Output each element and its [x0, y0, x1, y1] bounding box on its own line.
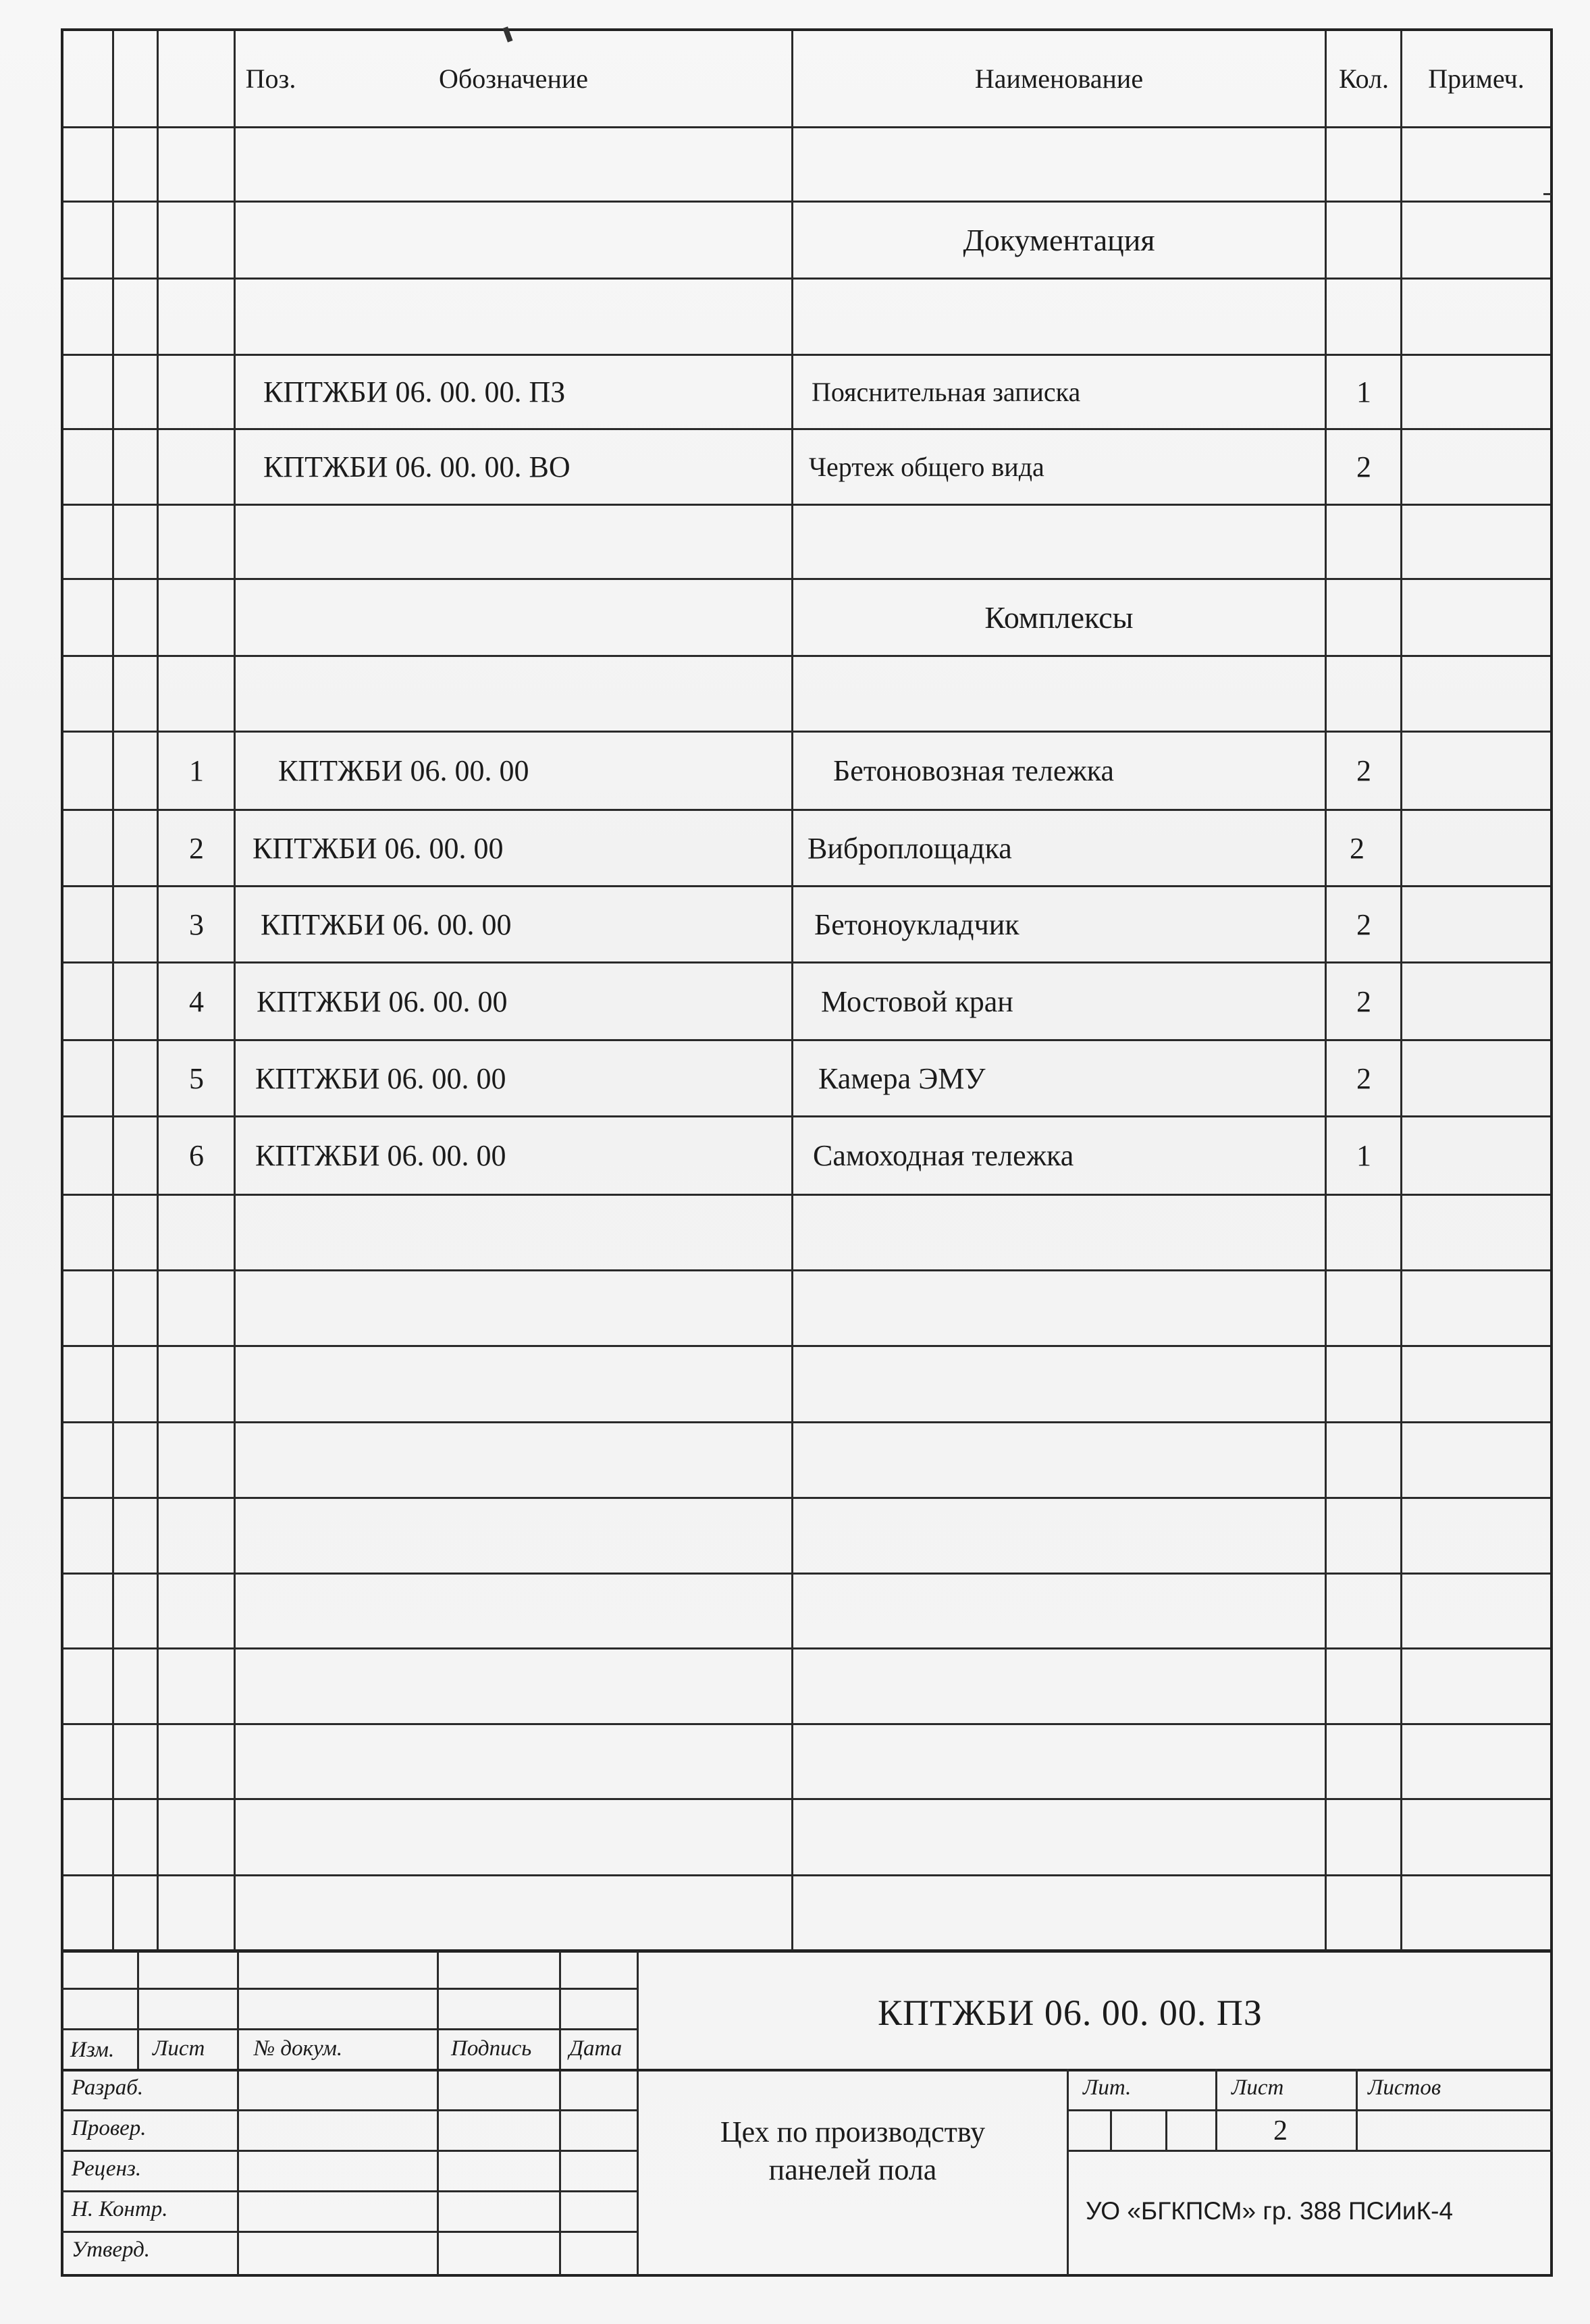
table-row: [63, 1649, 1550, 1725]
role-norm-control: Н. Контр.: [72, 2197, 168, 2221]
document-1-qty: 1: [1356, 375, 1371, 408]
label-izm: Изм.: [70, 2038, 115, 2062]
tb-hline-role-3: [61, 2190, 638, 2192]
document-title-line-2: панелей пола: [768, 2153, 937, 2186]
complex-4-name: Мостовой кран: [821, 984, 1013, 1018]
tb-hline-role-1: [61, 2109, 638, 2111]
tb-vline-title-right: [1067, 2069, 1069, 2275]
header-note: Примеч.: [1428, 63, 1525, 94]
complex-3-pos: 3: [189, 907, 204, 941]
complex-2-name: Виброплощадка: [807, 831, 1012, 865]
complex-1-name: Бетоновозная тележка: [833, 754, 1115, 787]
complex-2-pos: 2: [189, 831, 204, 865]
section-row-complexes: [63, 580, 1550, 657]
table-header-row: [63, 31, 1550, 128]
document-2-designation: КПТЖБИ 06. 00. 00. ВО: [263, 450, 571, 483]
title-block-top-border: [61, 1950, 1553, 1953]
complex-3-qty: 2: [1356, 907, 1371, 941]
scan-mark: [1543, 193, 1552, 195]
table-row: [63, 1876, 1550, 1951]
table-row: [63, 1347, 1550, 1423]
complex-2-qty: 2: [1350, 831, 1364, 865]
table-row: [63, 1725, 1550, 1800]
tb-hline-2: [61, 2028, 638, 2030]
table-row: [63, 128, 1550, 203]
header-name: Наименование: [974, 63, 1144, 94]
organization: УО «БГКПСМ» гр. 388 ПСИиК-4: [1086, 2197, 1454, 2225]
document-code: КПТЖБИ 06. 00. 00. ПЗ: [878, 1992, 1263, 2033]
tb-hline-role-2: [61, 2150, 638, 2152]
tb-vline-signature: [559, 1951, 561, 2275]
table-row: [63, 1196, 1550, 1271]
table-row-complex-3: [63, 887, 1550, 963]
complex-3-designation: КПТЖБИ 06. 00. 00: [261, 907, 512, 941]
label-signature: Подпись: [451, 2036, 532, 2061]
table-row: [63, 506, 1550, 580]
document-1-designation: КПТЖБИ 06. 00. 00. ПЗ: [263, 375, 566, 408]
table-row: [63, 1423, 1550, 1499]
complex-1-pos: 1: [189, 754, 204, 787]
table-row-complex-6: [63, 1117, 1550, 1196]
section-title-complexes: Комплексы: [984, 600, 1134, 635]
complex-6-designation: КПТЖБИ 06. 00. 00: [255, 1139, 506, 1172]
complex-5-pos: 5: [189, 1061, 204, 1095]
tb-hline-role-4: [61, 2231, 638, 2233]
tb-vline-docno: [437, 1951, 439, 2275]
tb-hline-lit-bottom: [1067, 2150, 1553, 2152]
role-reviewer: Реценз.: [72, 2157, 142, 2181]
table-row: [63, 280, 1550, 356]
complex-6-pos: 6: [189, 1139, 204, 1172]
role-developer: Разраб.: [72, 2076, 144, 2100]
tb-vline-izm: [137, 1951, 139, 2070]
tb-vline-lit-1: [1110, 2109, 1112, 2150]
document-1-name: Пояснительная записка: [812, 377, 1081, 407]
table-row: [63, 1499, 1550, 1575]
role-approver: Утверд.: [72, 2238, 151, 2262]
role-checker: Провер.: [72, 2116, 147, 2140]
complex-5-name: Камера ЭМУ: [818, 1061, 986, 1095]
label-lit: Лит.: [1083, 2076, 1132, 2100]
tb-hline-lit: [1067, 2109, 1553, 2111]
document-2-name: Чертеж общего вида: [809, 452, 1044, 482]
tb-hline-header: [61, 2069, 1553, 2071]
table-row-document-2: [63, 430, 1550, 506]
header-designation: Обозначение: [438, 63, 589, 94]
complex-4-pos: 4: [189, 984, 204, 1018]
table-row: [63, 1271, 1550, 1347]
section-row-documentation: [63, 203, 1550, 280]
header-pos: Поз.: [245, 63, 296, 94]
document-2-qty: 2: [1356, 450, 1371, 483]
table-row: [63, 657, 1550, 733]
table-row-document-1: [63, 356, 1550, 430]
table-row-complex-2: [63, 811, 1550, 887]
table-row-complex-1: [63, 733, 1550, 811]
section-title-documentation: Документация: [963, 223, 1155, 257]
header-qty: Кол.: [1338, 63, 1389, 94]
document-title: [639, 2113, 1067, 2189]
label-sheet: Лист: [1231, 2076, 1284, 2100]
complex-6-qty: 1: [1356, 1139, 1371, 1172]
tb-vline-lit-2: [1165, 2109, 1167, 2150]
table-row: [63, 1800, 1550, 1876]
label-sheets: Листов: [1368, 2076, 1441, 2100]
complex-5-designation: КПТЖБИ 06. 00. 00: [255, 1061, 506, 1095]
complex-5-qty: 2: [1356, 1061, 1371, 1095]
complex-3-name: Бетоноукладчик: [814, 907, 1019, 941]
table-row-complex-4: [63, 963, 1550, 1041]
label-date: Дата: [569, 2036, 622, 2061]
complex-4-designation: КПТЖБИ 06. 00. 00: [257, 984, 508, 1018]
complex-2-designation: КПТЖБИ 06. 00. 00: [253, 831, 504, 865]
table-row-complex-5: [63, 1041, 1550, 1117]
complex-1-qty: 2: [1356, 754, 1371, 787]
complex-1-designation: КПТЖБИ 06. 00. 00: [278, 754, 529, 787]
sheet-number: 2: [1273, 2115, 1288, 2146]
table-row: [63, 1575, 1550, 1649]
label-list: Лист: [153, 2036, 205, 2061]
tb-vline-list: [237, 1951, 239, 2275]
complex-6-name: Самоходная тележка: [813, 1139, 1074, 1172]
label-doc-no: № докум.: [254, 2036, 343, 2061]
tb-hline-1: [61, 1988, 638, 1990]
document-title-line-1: Цех по производству: [720, 2115, 986, 2148]
complex-4-qty: 2: [1356, 984, 1371, 1018]
